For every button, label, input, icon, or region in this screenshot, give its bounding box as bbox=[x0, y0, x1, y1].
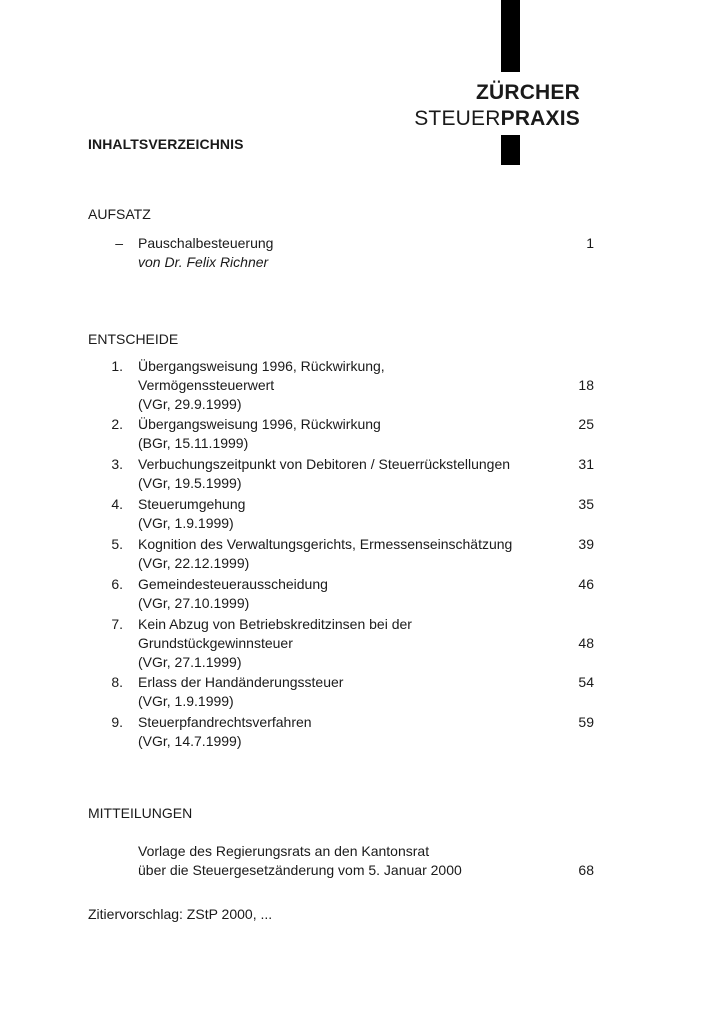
entry-page-number: 1 bbox=[586, 235, 594, 251]
toc-title: INHALTSVERZEICHNIS bbox=[88, 136, 244, 152]
entry-marker: 5. bbox=[111, 536, 123, 552]
brand-line-2-regular: STEUER bbox=[414, 107, 501, 130]
entry-marker: – bbox=[115, 235, 123, 251]
entry-line: Verbuchungszeitpunkt von Debitoren / Steuerrückstellungen bbox=[138, 456, 511, 472]
entry-line: Erlass der Handänderungssteuer bbox=[138, 674, 344, 690]
entry-text bbox=[138, 575, 563, 613]
entry-line: (VGr, 1.9.1999) bbox=[138, 693, 234, 709]
entry-line: (VGr, 27.10.1999) bbox=[138, 595, 250, 611]
entry-page-number: 31 bbox=[578, 456, 594, 472]
entry-text bbox=[138, 713, 563, 751]
entry-page-number: 18 bbox=[578, 377, 594, 393]
entry-marker: 9. bbox=[111, 714, 123, 730]
entry-line: Steuerpfandrechtsverfahren bbox=[138, 714, 312, 730]
entry-line: (VGr, 1.9.1999) bbox=[138, 515, 234, 531]
entry-page-number: 25 bbox=[578, 416, 594, 432]
entry-text bbox=[138, 673, 563, 711]
entry-line: Vermögenssteuerwert bbox=[138, 377, 275, 393]
entry-line: über die Steuergesetzänderung vom 5. Januar 2000 bbox=[138, 862, 462, 878]
section-heading-aufsatz: AUFSATZ bbox=[88, 206, 151, 222]
entry-line: (VGr, 29.9.1999) bbox=[138, 396, 242, 412]
entry-line: Übergangsweisung 1996, Rückwirkung bbox=[138, 416, 381, 432]
entry-title: Pauschalbesteuerung bbox=[138, 235, 274, 251]
entry-line: (VGr, 19.5.1999) bbox=[138, 475, 242, 491]
entry-line: Gemeindesteuerausscheidung bbox=[138, 576, 328, 592]
entry-page-number: 59 bbox=[578, 714, 594, 730]
entry-text bbox=[138, 842, 563, 880]
entry-line: Kognition des Verwaltungsgerichts, Ermessenseinschätzung bbox=[138, 536, 513, 552]
entry-line: (VGr, 22.12.1999) bbox=[138, 555, 250, 571]
brand-line-2-bold: PRAXIS bbox=[500, 107, 580, 130]
brand-bar-top bbox=[501, 0, 520, 72]
entry-page-number: 54 bbox=[578, 674, 594, 690]
brand-line-2 bbox=[414, 106, 580, 131]
entry-text bbox=[138, 234, 563, 272]
section-heading-entscheide: ENTSCHEIDE bbox=[88, 331, 179, 347]
section-heading-mitteilungen: MITTEILUNGEN bbox=[88, 805, 193, 821]
entry-text bbox=[138, 495, 563, 533]
entry-text bbox=[138, 615, 563, 672]
citation-note: Zitiervorschlag: ZStP 2000, ... bbox=[88, 906, 273, 922]
entry-line: Kein Abzug von Betriebskreditzinsen bei der bbox=[138, 616, 412, 632]
entry-line: Vorlage des Regierungsrats an den Kantonsrat bbox=[138, 843, 430, 859]
entry-text bbox=[138, 455, 563, 493]
entry-line: Übergangsweisung 1996, Rückwirkung, bbox=[138, 358, 385, 374]
entry-page-number: 35 bbox=[578, 496, 594, 512]
entry-marker: 3. bbox=[111, 456, 123, 472]
entry-line: Grundstückgewinnsteuer bbox=[138, 635, 293, 651]
entry-page-number: 48 bbox=[578, 635, 594, 651]
entry-page-number: 68 bbox=[578, 862, 594, 878]
entry-marker: 2. bbox=[111, 416, 123, 432]
entry-marker: 7. bbox=[111, 616, 123, 632]
brand-line-1: ZÜRCHER bbox=[475, 81, 580, 104]
entry-marker: 1. bbox=[111, 358, 123, 374]
entry-line: (BGr, 15.11.1999) bbox=[138, 435, 249, 451]
entry-marker: 6. bbox=[111, 576, 123, 592]
entry-page-number: 39 bbox=[578, 536, 594, 552]
entry-text bbox=[138, 415, 563, 453]
entry-text bbox=[138, 357, 563, 414]
entry-line: (VGr, 27.1.1999) bbox=[138, 654, 242, 670]
entry-marker: 4. bbox=[111, 496, 123, 512]
brand-bar-bottom bbox=[501, 135, 520, 165]
entry-page-number: 46 bbox=[578, 576, 594, 592]
entry-author: von Dr. Felix Richner bbox=[138, 254, 269, 270]
entry-marker: 8. bbox=[111, 674, 123, 690]
entry-line: Steuerumgehung bbox=[138, 496, 246, 512]
entry-text bbox=[138, 535, 563, 573]
entry-line: (VGr, 14.7.1999) bbox=[138, 733, 242, 749]
